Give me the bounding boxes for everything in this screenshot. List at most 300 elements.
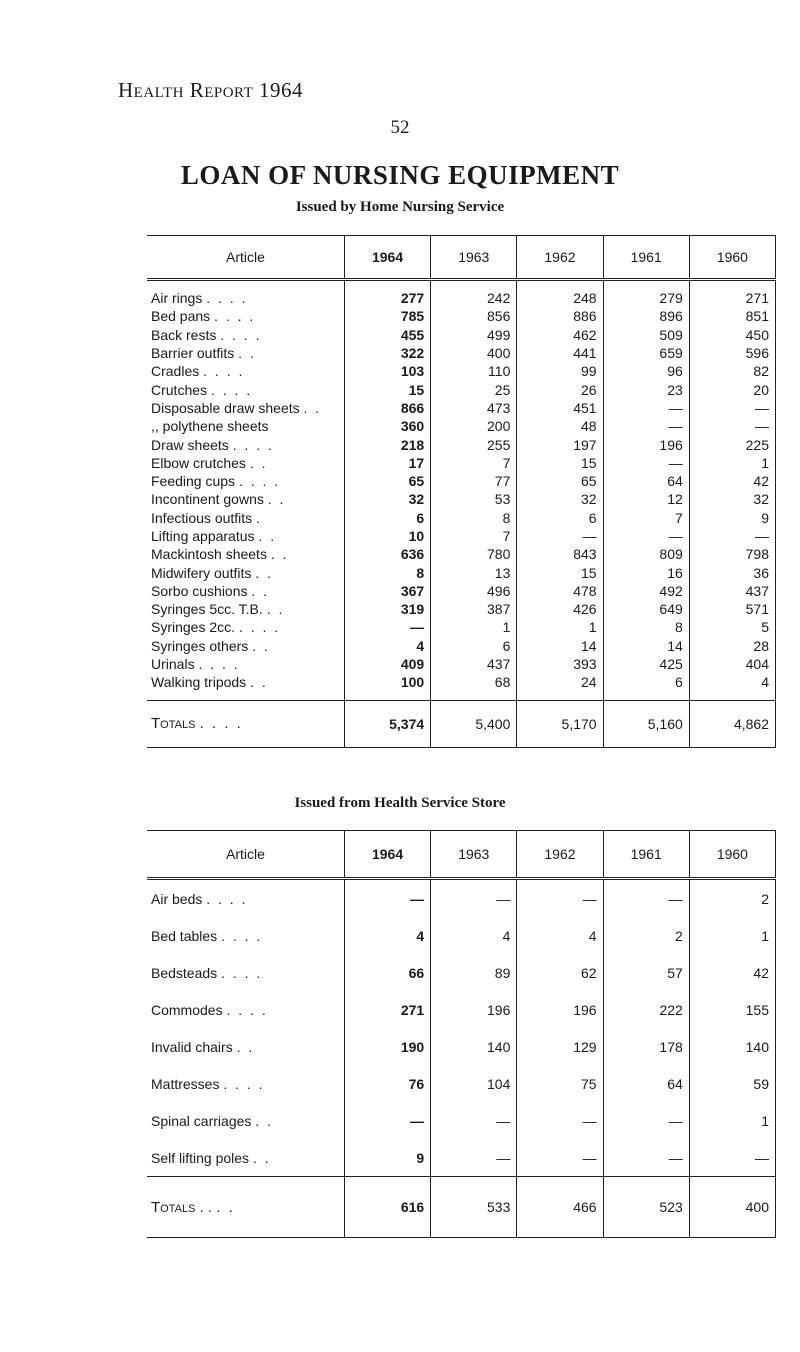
article-name: Sorbo cushions	[151, 582, 248, 599]
value-cell: 100	[344, 673, 430, 700]
table-row	[147, 454, 776, 472]
value-cell: 4	[344, 637, 430, 655]
total-value-cell: 5,170	[517, 700, 603, 747]
article-cell	[147, 917, 344, 954]
value-cell: 222	[603, 991, 689, 1028]
value-cell: 798	[689, 545, 775, 563]
value-cell: 20	[689, 380, 775, 398]
value-cell: 1	[689, 454, 775, 472]
total-value-cell: 5,400	[431, 700, 517, 747]
article-cell	[147, 954, 344, 991]
article-cell	[147, 280, 344, 308]
article-name: Feeding cups	[151, 473, 236, 490]
value-cell: —	[431, 1139, 517, 1177]
article-name: Air beds	[151, 890, 203, 907]
article-cell	[147, 362, 344, 380]
value-cell: 32	[689, 490, 775, 508]
value-cell: 7	[431, 527, 517, 545]
article-name: Disposable draw sheets	[151, 399, 300, 416]
value-cell: 5	[689, 618, 775, 636]
value-cell: —	[603, 417, 689, 435]
value-cell: —	[603, 527, 689, 545]
table-row	[147, 527, 776, 545]
article-name: Elbow crutches	[151, 454, 246, 471]
table-row	[147, 344, 776, 362]
value-cell: 441	[517, 344, 603, 362]
leader-dots: . . . .	[238, 619, 281, 636]
value-cell: —	[517, 1139, 603, 1177]
article-name: Back rests	[151, 326, 217, 343]
leader-dots: . . . .	[238, 473, 281, 490]
value-cell: 271	[689, 280, 775, 308]
value-cell: 15	[517, 563, 603, 581]
column-header-year: 1963	[431, 831, 517, 879]
value-cell: 196	[431, 991, 517, 1028]
value-cell: 450	[689, 326, 775, 344]
value-cell: 387	[431, 600, 517, 618]
value-cell: 425	[603, 655, 689, 673]
value-cell: 499	[431, 326, 517, 344]
value-cell: 255	[431, 435, 517, 453]
column-header-year: 1961	[603, 831, 689, 879]
table-row	[147, 490, 776, 508]
value-cell: 809	[603, 545, 689, 563]
health-store-table	[147, 830, 776, 1238]
article-cell	[147, 600, 344, 618]
table-row	[147, 563, 776, 581]
value-cell: 16	[603, 563, 689, 581]
totals-row	[147, 700, 776, 747]
value-cell: 65	[344, 472, 430, 490]
value-cell: 10	[344, 527, 430, 545]
value-cell: 1	[689, 1102, 775, 1139]
table-row	[147, 280, 776, 308]
article-name: Mackintosh sheets	[151, 546, 267, 563]
value-cell: 8	[344, 563, 430, 581]
value-cell: 14	[603, 637, 689, 655]
article-name: Air rings	[151, 290, 203, 307]
leader-dots: . .	[267, 491, 286, 508]
value-cell: 6	[431, 637, 517, 655]
column-header-year: 1962	[517, 831, 603, 879]
value-cell: 42	[689, 954, 775, 991]
article-cell	[147, 307, 344, 325]
article-cell	[147, 417, 344, 435]
value-cell: 7	[603, 509, 689, 527]
value-cell: 462	[517, 326, 603, 344]
value-cell: 248	[517, 280, 603, 308]
value-cell: 659	[603, 344, 689, 362]
article-cell	[147, 1139, 344, 1177]
table-row	[147, 917, 776, 954]
total-value-cell: 616	[344, 1177, 430, 1238]
value-cell: 4	[344, 917, 430, 954]
value-cell: 404	[689, 655, 775, 673]
value-cell: 437	[689, 582, 775, 600]
value-cell: 437	[431, 655, 517, 673]
value-cell: 59	[689, 1065, 775, 1102]
article-cell	[147, 1065, 344, 1102]
leader-dots: . .	[238, 345, 256, 362]
value-cell: 12	[603, 490, 689, 508]
value-cell: 4	[689, 673, 775, 700]
value-cell: —	[431, 1102, 517, 1139]
value-cell: —	[517, 1102, 603, 1139]
value-cell: 155	[689, 991, 775, 1028]
article-cell	[147, 673, 344, 700]
value-cell: 6	[344, 509, 430, 527]
value-cell: 96	[603, 362, 689, 380]
value-cell: 271	[344, 991, 430, 1028]
value-cell: 322	[344, 344, 430, 362]
article-name: Syringes 5cc. T.B.	[151, 601, 263, 618]
value-cell: 82	[689, 362, 775, 380]
value-cell: 571	[689, 600, 775, 618]
value-cell: 190	[344, 1028, 430, 1065]
value-cell: —	[603, 1139, 689, 1177]
value-cell: 856	[431, 307, 517, 325]
leader-dots: . . . .	[226, 1001, 268, 1018]
total-value-cell: 533	[431, 1177, 517, 1238]
table-row	[147, 545, 776, 563]
value-cell: 319	[344, 600, 430, 618]
value-cell: 7	[431, 454, 517, 472]
value-cell: 64	[603, 472, 689, 490]
article-cell	[147, 1102, 344, 1139]
value-cell: 509	[603, 326, 689, 344]
value-cell: 409	[344, 655, 430, 673]
article-cell	[147, 399, 344, 417]
value-cell: —	[344, 618, 430, 636]
table-row	[147, 399, 776, 417]
totals-row	[147, 1177, 776, 1238]
value-cell: 6	[517, 509, 603, 527]
table-row	[147, 307, 776, 325]
value-cell: 110	[431, 362, 517, 380]
value-cell: 75	[517, 1065, 603, 1102]
article-cell	[147, 1028, 344, 1065]
value-cell: 400	[431, 344, 517, 362]
value-cell: 42	[689, 472, 775, 490]
table-row	[147, 509, 776, 527]
column-header-article: Article	[147, 236, 344, 280]
value-cell: 785	[344, 307, 430, 325]
totals-label-cell	[147, 1177, 344, 1238]
value-cell: 9	[344, 1139, 430, 1177]
total-value-cell: 400	[689, 1177, 775, 1238]
article-name: ,, polythene sheets	[151, 418, 269, 435]
leader-dots: . .	[236, 1038, 255, 1055]
value-cell: 129	[517, 1028, 603, 1065]
value-cell: 393	[517, 655, 603, 673]
article-cell	[147, 563, 344, 581]
total-value-cell: 466	[517, 1177, 603, 1238]
value-cell: 53	[431, 490, 517, 508]
leader-dots: .	[256, 509, 262, 526]
table1-subtitle: Issued by Home Nursing Service	[295, 199, 505, 215]
article-name: Syringes 2cc.	[151, 619, 236, 636]
table-row	[147, 1139, 776, 1177]
article-name: Lifting apparatus	[151, 528, 255, 544]
article-name: Commodes	[151, 1001, 223, 1018]
table-row	[147, 879, 776, 918]
value-cell: 360	[344, 417, 430, 435]
value-cell: 1	[517, 618, 603, 636]
table-row	[147, 435, 776, 453]
value-cell: —	[689, 527, 775, 545]
value-cell: 866	[344, 399, 430, 417]
value-cell: 99	[517, 362, 603, 380]
leader-dots: . . . .	[206, 290, 248, 307]
article-cell	[147, 454, 344, 472]
table2-subtitle: Issued from Health Service Store	[294, 795, 506, 811]
leader-dots: . .	[270, 546, 289, 563]
article-name: Bedsteads	[151, 964, 218, 981]
value-cell: —	[689, 417, 775, 435]
value-cell: 2	[603, 917, 689, 954]
column-header-year: 1964	[344, 236, 430, 280]
table-row	[147, 637, 776, 655]
totals-label-cell	[147, 700, 344, 747]
article-cell	[147, 435, 344, 453]
article-cell	[147, 618, 344, 636]
value-cell: 367	[344, 582, 430, 600]
leader-dots: . . . .	[221, 927, 263, 944]
total-value-cell: 4,862	[689, 700, 775, 747]
value-cell: 8	[603, 618, 689, 636]
article-name: Barrier outfits	[151, 345, 235, 362]
article-cell	[147, 879, 344, 918]
article-cell	[147, 326, 344, 344]
leader-dots: . . . .	[199, 715, 243, 733]
article-cell	[147, 509, 344, 527]
value-cell: 26	[517, 380, 603, 398]
value-cell: 32	[517, 490, 603, 508]
table-row	[147, 1065, 776, 1102]
table-row	[147, 472, 776, 490]
value-cell: 886	[517, 307, 603, 325]
value-cell: —	[603, 1102, 689, 1139]
value-cell: 68	[431, 673, 517, 700]
value-cell: 24	[517, 673, 603, 700]
leader-dots: . . . .	[220, 326, 262, 343]
value-cell: 25	[431, 380, 517, 398]
value-cell: 140	[431, 1028, 517, 1065]
leader-dots: . .	[252, 637, 270, 654]
value-cell: 4	[517, 917, 603, 954]
leader-dots: . . . .	[210, 381, 253, 398]
value-cell: 15	[517, 454, 603, 472]
value-cell: 843	[517, 545, 603, 563]
leader-dots: . .	[266, 601, 285, 618]
value-cell: 196	[517, 991, 603, 1028]
leader-dots: . .	[216, 1198, 235, 1216]
value-cell: 1	[689, 917, 775, 954]
value-cell: 178	[603, 1028, 689, 1065]
value-cell: —	[517, 879, 603, 918]
value-cell: —	[344, 879, 430, 918]
value-cell: —	[603, 879, 689, 918]
value-cell: 225	[689, 435, 775, 453]
total-value-cell: 523	[603, 1177, 689, 1238]
leader-dots: . .	[251, 582, 270, 599]
value-cell: 196	[603, 435, 689, 453]
leader-dots: . . . .	[232, 436, 274, 453]
leader-dots: . . . .	[203, 363, 245, 380]
leader-dots: . . . .	[221, 964, 263, 981]
value-cell: 473	[431, 399, 517, 417]
value-cell: —	[689, 1139, 775, 1177]
table-row	[147, 954, 776, 991]
article-name: Syringes others	[151, 637, 249, 654]
table-row	[147, 991, 776, 1028]
totals-label: Totals . .	[151, 1198, 213, 1216]
column-header-year: 1964	[344, 831, 430, 879]
value-cell: 103	[344, 362, 430, 380]
value-cell: 28	[689, 637, 775, 655]
article-name: Self lifting poles	[151, 1149, 250, 1166]
value-cell: 279	[603, 280, 689, 308]
column-header-year: 1962	[517, 236, 603, 280]
article-cell	[147, 380, 344, 398]
value-cell: 13	[431, 563, 517, 581]
table-row	[147, 326, 776, 344]
article-name: Spinal carriages	[151, 1112, 252, 1129]
page-number: 52	[390, 117, 410, 138]
leader-dots: . .	[250, 674, 268, 691]
value-cell: 9	[689, 509, 775, 527]
value-cell: —	[431, 879, 517, 918]
column-header-year: 1960	[689, 236, 775, 280]
article-name: Cradles	[151, 363, 200, 380]
leader-dots: . . . .	[198, 656, 240, 673]
value-cell: 36	[689, 563, 775, 581]
table-row	[147, 362, 776, 380]
value-cell: 76	[344, 1065, 430, 1102]
total-value-cell: 5,374	[344, 700, 430, 747]
article-name: Bed pans	[151, 308, 211, 325]
article-cell	[147, 637, 344, 655]
value-cell: —	[603, 399, 689, 417]
value-cell: 218	[344, 435, 430, 453]
value-cell: 57	[603, 954, 689, 991]
table-row	[147, 655, 776, 673]
value-cell: 649	[603, 600, 689, 618]
table-row	[147, 1102, 776, 1139]
article-name: Walking tripods	[151, 674, 247, 691]
leader-dots: . .	[249, 454, 268, 471]
article-cell	[147, 991, 344, 1028]
leader-dots: . . . .	[223, 1075, 265, 1092]
article-name: Incontinent gowns	[151, 491, 264, 508]
page-title: LOAN OF NURSING EQUIPMENT	[180, 160, 620, 190]
article-name: Draw sheets	[151, 436, 229, 453]
value-cell: 451	[517, 399, 603, 417]
value-cell: 23	[603, 380, 689, 398]
value-cell: 780	[431, 545, 517, 563]
article-cell	[147, 545, 344, 563]
value-cell: 478	[517, 582, 603, 600]
value-cell: 32	[344, 490, 430, 508]
value-cell: 62	[517, 954, 603, 991]
leader-dots: . .	[303, 399, 322, 416]
value-cell: 64	[603, 1065, 689, 1102]
value-cell: —	[603, 454, 689, 472]
article-name: Infectious outfits	[151, 509, 253, 526]
table-row	[147, 673, 776, 700]
column-header-year: 1960	[689, 831, 775, 879]
value-cell: —	[344, 1102, 430, 1139]
table-row	[147, 582, 776, 600]
total-value-cell: 5,160	[603, 700, 689, 747]
leader-dots: . . . .	[214, 308, 256, 325]
value-cell: 277	[344, 280, 430, 308]
value-cell: 4	[431, 917, 517, 954]
table-row	[147, 1028, 776, 1065]
leader-dots: . .	[252, 1149, 271, 1166]
value-cell: 48	[517, 417, 603, 435]
value-cell: 140	[689, 1028, 775, 1065]
article-name: Crutches	[151, 381, 208, 398]
value-cell: 1	[431, 618, 517, 636]
value-cell: —	[689, 399, 775, 417]
value-cell: 496	[431, 582, 517, 600]
value-cell: 851	[689, 307, 775, 325]
column-header-year: 1961	[603, 236, 689, 280]
leader-dots: . . . .	[206, 890, 248, 907]
value-cell: 14	[517, 637, 603, 655]
value-cell: —	[517, 527, 603, 545]
value-cell: 17	[344, 454, 430, 472]
article-name: Bed tables	[151, 927, 218, 944]
running-head: Health Report 1964	[118, 78, 304, 102]
article-cell	[147, 527, 344, 545]
value-cell: 15	[344, 380, 430, 398]
value-cell: 896	[603, 307, 689, 325]
value-cell: 492	[603, 582, 689, 600]
value-cell: 426	[517, 600, 603, 618]
table-row	[147, 380, 776, 398]
value-cell: 6	[603, 673, 689, 700]
article-name: Mattresses	[151, 1075, 220, 1092]
value-cell: 2	[689, 879, 775, 918]
home-nursing-table	[147, 235, 776, 748]
article-cell	[147, 472, 344, 490]
article-cell	[147, 490, 344, 508]
value-cell: 636	[344, 545, 430, 563]
totals-label: Totals	[151, 715, 196, 733]
article-cell	[147, 655, 344, 673]
leader-dots: . .	[255, 1112, 273, 1129]
value-cell: 66	[344, 954, 430, 991]
value-cell: 596	[689, 344, 775, 362]
value-cell: 200	[431, 417, 517, 435]
column-header-year: 1963	[431, 236, 517, 280]
article-name: Urinals	[151, 656, 195, 673]
article-name: Midwifery outfits	[151, 564, 252, 581]
leader-dots: . .	[258, 528, 277, 544]
value-cell: 89	[431, 954, 517, 991]
value-cell: 197	[517, 435, 603, 453]
article-name: Invalid chairs	[151, 1038, 233, 1055]
value-cell: 77	[431, 472, 517, 490]
value-cell: 65	[517, 472, 603, 490]
column-header-article: Article	[147, 831, 344, 879]
table-row	[147, 600, 776, 618]
value-cell: 104	[431, 1065, 517, 1102]
leader-dots: . .	[255, 564, 273, 581]
article-cell	[147, 344, 344, 362]
